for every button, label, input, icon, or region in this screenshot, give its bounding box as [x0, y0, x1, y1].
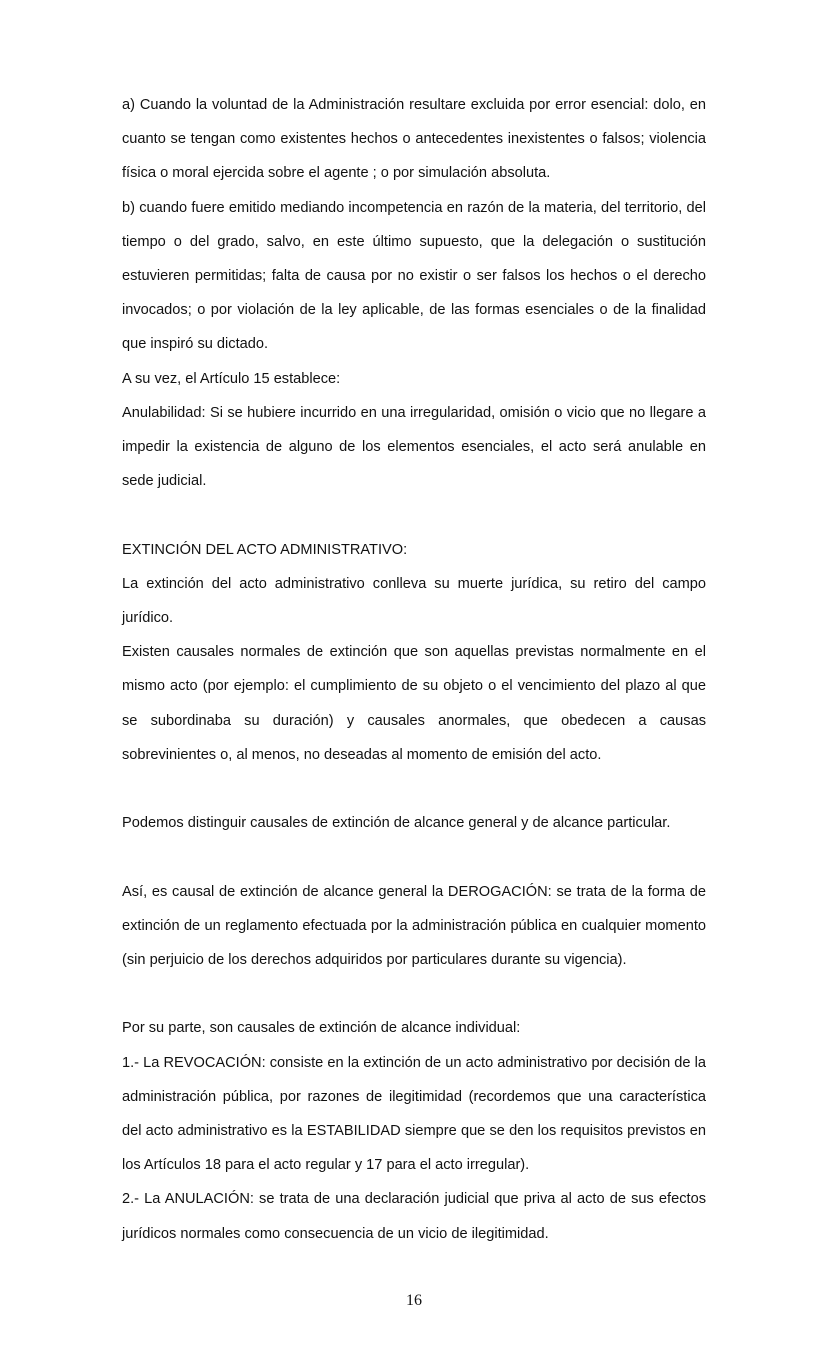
- paragraph-causales: Existen causales normales de extinción que son aquellas previstas normalmente en el mismo acto (por ejemplo: el cumplimiento de su objeto o el vencimiento del plazo al que se subordinaba su duración) y causales anormales, que obedecen a causas sobrevinientes o, al menos, no deseadas al momento de emisión del acto.: [122, 644, 706, 763]
- paragraph-spacer: [122, 840, 706, 874]
- page-body: [122, 88, 706, 1251]
- paragraph-spacer: [122, 498, 706, 532]
- paragraph-clause-b: b) cuando fuere emitido mediando incompetencia en razón de la materia, del territorio, del tiempo o del grado, salvo, en este último supuesto, que la delegación o sustitución estuvieren permitidas; falta de causa por no existir o ser falsos los hechos o el derecho invocados; o por violación de la ley aplicable, de las formas esenciales o de la finalidad que inspiró su dictado.: [122, 199, 706, 353]
- paragraph-revocacion: 1.- La REVOCACIÓN: consiste en la extinción de un acto administrativo por decisión de la administración pública, por razones de ilegitimidad (recordemos que una característica del acto administrativo es la ESTABILIDAD siempre que se den los requisitos previstos en los Artículos 18 para el acto regular y 17 para el acto irregular).: [122, 1054, 706, 1174]
- paragraph-anulacion: 2.- La ANULACIÓN: se trata de una declaración judicial que priva al acto de sus efectos jurídicos normales como consecuencia de un vicio de ilegitimidad.: [122, 1191, 706, 1242]
- paragraph-distinguir: Podemos distinguir causales de extinción de alcance general y de alcance particular.: [122, 815, 671, 832]
- paragraph-derogacion: Así, es causal de extinción de alcance general la DEROGACIÓN: se trata de la forma de extinción de un reglamento efectuada por la administración pública en cualquier momento (sin perjuicio de los derechos adquiridos por particulares durante su vigencia).: [122, 883, 706, 969]
- paragraph-spacer: [122, 977, 706, 1011]
- paragraph-article-15-intro: A su vez, el Artículo 15 establece:: [122, 370, 341, 387]
- paragraph-anulabilidad: Anulabilidad: Si se hubiere incurrido en una irregularidad, omisión o vicio que no llegare a impedir la existencia de alguno de los elementos esenciales, el acto será anulable en sede judicial.: [122, 404, 706, 490]
- paragraph-spacer: [122, 772, 706, 806]
- paragraph-clause-a: a) Cuando la voluntad de la Administración resultare excluida por error esencial: dolo, en cuanto se tengan como existentes hechos o antecedentes inexistentes o falsos; violencia física o moral ejercida sobre el agente ; o por simulación absoluta.: [122, 97, 706, 182]
- paragraph-extincion-definition: La extinción del acto administrativo conlleva su muerte jurídica, su retiro del campo jurídico.: [122, 575, 706, 627]
- page-number: 16: [406, 1292, 422, 1309]
- section-heading-extincion: EXTINCIÓN DEL ACTO ADMINISTRATIVO:: [122, 541, 408, 558]
- paragraph-alcance-individual: Por su parte, son causales de extinción de alcance individual:: [122, 1020, 521, 1037]
